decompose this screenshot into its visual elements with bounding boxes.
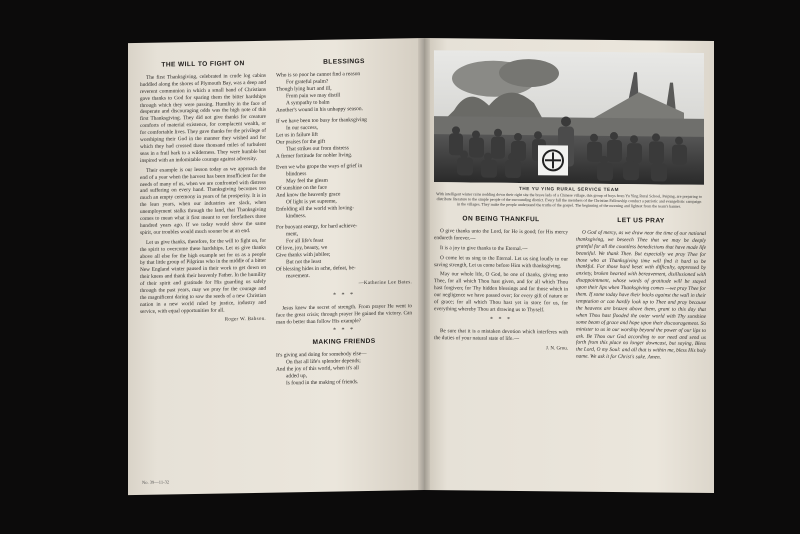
poem-line: Of love, joy, beauty, we [276,244,328,252]
paragraph: The first Thanksgiving, celebrated in crude log cabins huddled along the shores of Plymouth Bay, was a deep and reverent communion in which a small band of Christians gave thanks to God for sparing them the bitter hardships through which they were passing. Humility in the face of desperate and discouraging odds was the high note of this first Thanksgiving. They did not give thanks for creature comforts of material existence, for complacent wealth, or for comfortable lives. They gave thanks for the privilege of worshiping their God in the manner they wished and for which they had crossed three thousand miles of turbulent seas in a frail bark to a wilderness. They were humble but inspired with an indomitable courage against adversity. [140,72,266,164]
right-page [424,38,714,493]
poem-line: Even we who grope the ways of grief in [276,162,363,171]
article-let-us-pray [576,218,706,365]
caption-text: With intelligent winter rains nodding down their right site the brave lads of a Chinese village, this group of boys from Yu Ying Rural School, Peiping, are preparing to distribute literature to the simple people of the surrounding district. Every fall the members of the Christian Fellowship conduct a patriotic and evangelistic campaign in the villages. They make the people understand the truths of the gospel. The beginning of the morning and lightest from the team's banner. [436,191,702,209]
paragraph: Let us give thanks, therefore, for the will to fight on, for the spirit to overcome these hardships. Let us give thanks above all else for the high example set for us as a people by that little group of Pilgrims who in the middle of a bitter New England winter paused in their work to get down on their knees and thank their heavenly Father. In the humility of their spirit and gratitude for His guarding us safely through the past years, may we pray for the courage and the magnificent daring to sow the seeds of a new Christian nation in a new world ruled by justice, industry and service, with equal opportunities for all. [140,237,266,315]
poem-line: A firmer fortitude for nobler living. [276,152,353,160]
poem-line: Of blessing hides in ache, defeat, be- [276,265,356,273]
group-photo [434,50,704,185]
left-page [128,38,424,495]
article-title: THE WILL TO FIGHT ON [161,60,245,69]
paragraph: Their example is our lesson today as we approach the end of a year when the harvest has been insufficient for the needs of many of us, when we are confronted with distress and suffering on every hand. Thanksgiving becomes too much an empty ceremony in years of fat prosperity. It is in the lean years, when our industries are slack, when unemployment stalks through the land, that Thanksgiving comes to mean what it first meant to our forefathers three hundred years ago. If we today would show the same spirit, our troubles would much sooner be at an end. [140,165,266,236]
poem-line: If we have been too busy for thanksgiving [276,116,367,125]
photo-image [434,50,704,185]
poem-line: For grateful psalm? [286,78,329,86]
banner-icon [538,145,568,175]
making-friends-poem [276,350,412,387]
poem-line: For buoyant energy, for hard achieve- [276,223,358,231]
blessings-column [276,58,412,388]
paragraph: O come let us sing to the Eternal. Let us sing loudly to our saving strength, Let us come before Him with thanksgiving. [434,254,568,269]
poem-line: In our success, [286,124,318,132]
poem-line: Enfolding all the world with loving- [276,205,355,213]
article-on-being-thankful [434,216,568,353]
poem-line: Of light is yet supreme, [286,198,337,206]
paragraph: It is a joy to give thanks to the Eternal.— [440,244,528,252]
poem-line: Though lying hurt and ill, [276,85,332,93]
poem-line: And the joy of this world, when it's all [276,365,359,373]
open-booklet [128,38,714,490]
poem-line: Our praises for the gift [276,138,326,146]
poem-line: For all life's feast [286,237,324,245]
section-divider: * * * [333,327,355,335]
paragraph: O give thanks unto the Lord, for He is good; for His mercy endureth forever.— [434,228,568,242]
paragraph: O God of mercy, as we draw near the time of our national thanksgiving, we beseech Thee that we may be deeply grateful for all the countless benedictions that have made life beautiful. We thank Thee. But especially we pray Thee for those who at Thanksgiving time will find it hard to be thankful. For those hard beset with difficulty, oppressed by anxiety, broken hearted with bereavement, disillusioned with disappointment, whose words of gratitude will be stayed upon their lips when Thanksgiving comes —we pray Thee for them. If some today have their backs against the wall in their temptation or can hardly look up to Thee and pray because the heavens are brazen above them, grant to this day that when Thou hast flooded the outer world with Thy sunshine some beam of grace and hope upon their discouragement. So minister to us in our worship beyond the power of our lips to ask. Be Thou our God according to our need and send us forth from this place no longer downcast, but saying, Bless the Lord, O my Soul: and all that is within me, bless His holy name. We ask it for Christ's sake. Amen. [576,229,706,361]
poem-line: It's giving and doing for somebody else— [276,351,367,359]
article-title: ON BEING THANKFUL [462,215,540,224]
paragraph: Be sure that it is a mistaken devotion which interferes with the duties of your natural state of life.— [434,327,568,342]
poem-line: added up, [286,373,307,380]
poem-line: From pain we may distill [286,92,341,100]
poem-line: That strikes out from distress [286,145,349,153]
article-title: LET US PRAY [617,217,665,225]
poem-line: reavement. [286,272,310,280]
poem-line: ment, [286,231,299,238]
attribution: Roger W. Babson. [224,316,266,323]
poem-line: Of sunshine on the face [276,184,327,192]
poem-line: But not the least [286,258,322,266]
paragraph: Jesus knew the secret of strength. From prayer He went to face the great crisis; through prayer He gained the victory. Can man do better than follow His example? [276,302,412,326]
poem-line: Another's wound in his unhappy season. [276,105,363,114]
poem-title: MAKING FRIENDS [312,338,376,347]
blessings-poem [276,70,412,280]
section-divider: * * * [490,316,512,323]
poem-line: Who is so poor he cannot find a reason [276,71,361,79]
poem-attribution: —Katherine Lee Bates. [358,280,412,287]
poem-title: BLESSINGS [323,58,365,66]
page-footer: No. 39—11-32 [142,479,170,485]
paragraph: May our whole life, O God, be one of thanks, giving unto Thee, for all which Thou hast given, and for all which Thou hast forgiven; for Thy hidden blessings and for those which in our negligence we have passed over; for every gift of nature or of grace; for all which Thou hast yet in store for us, for everything whereby Thou art drawing us to Thyself. [434,271,568,314]
caption-title: THE YU YING RURAL SERVICE TEAM [518,185,620,193]
poem-line: Let us in failure lift [276,131,318,139]
poem-line: May feel the gleam [286,177,328,185]
poem-line: A sympathy to balm [286,99,330,107]
poem-line: kindness. [286,212,307,220]
section-divider: * * * [333,292,355,299]
poem-line: blindness [286,170,307,178]
signature: J. N. Grou. [545,345,568,352]
photo-caption [436,185,702,209]
book-gutter [418,38,430,490]
poem-line: Give thanks with jubilee; [276,251,331,259]
article-will-to-fight [140,61,266,330]
poem-line: And know the heavenly grace [276,191,341,199]
poem-line: Is found in the making of friends. [286,379,359,387]
poem-line: On that all life's splendor depends; [286,358,361,366]
